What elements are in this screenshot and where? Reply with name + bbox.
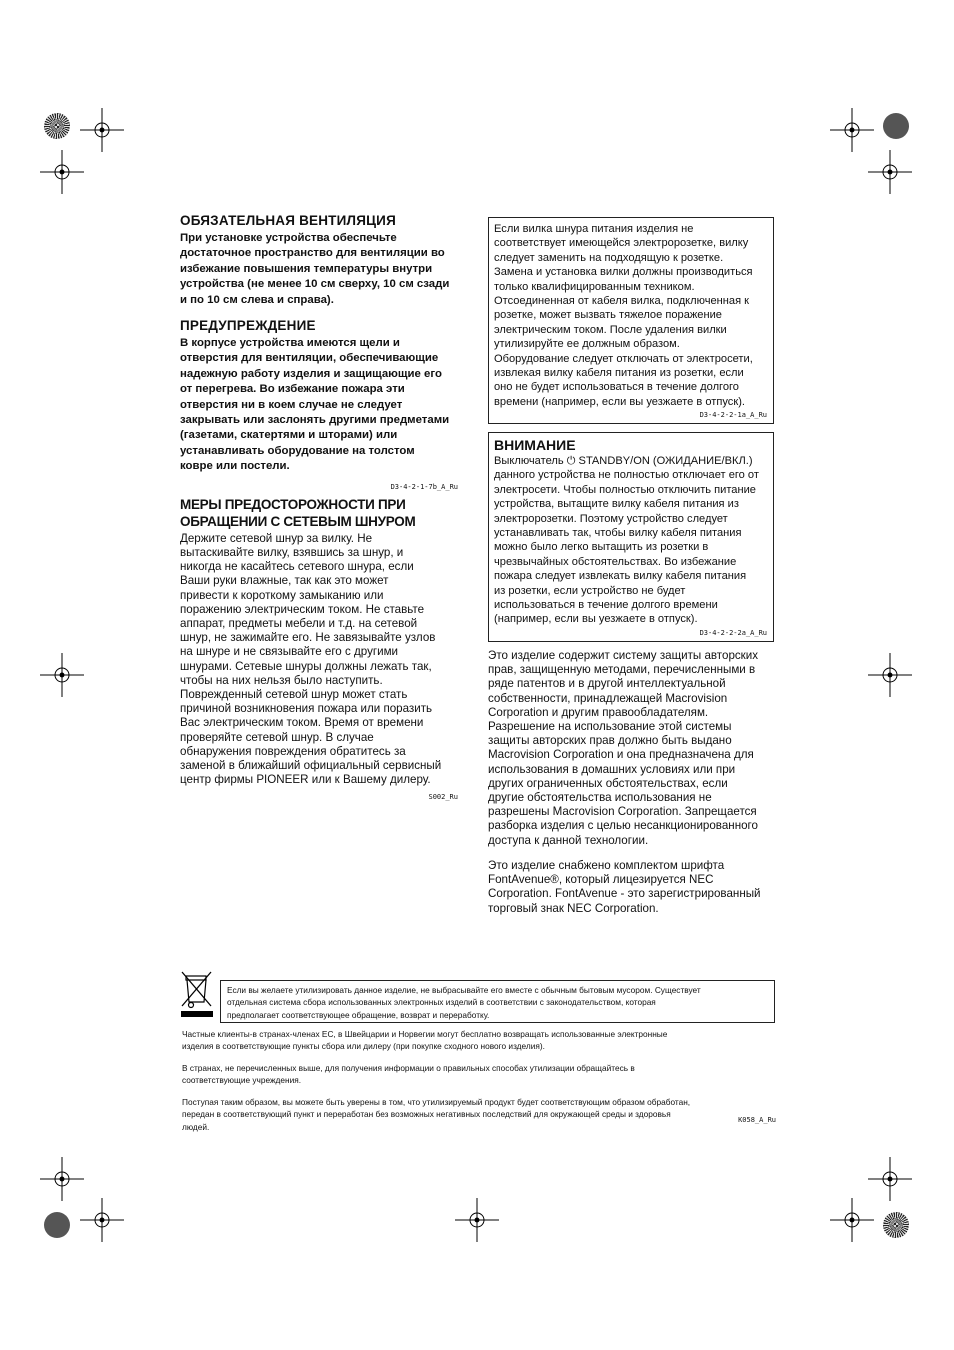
registration-cross-icon xyxy=(868,1157,912,1201)
text-line: Отсоединенная от кабеля вилка, подключенная к xyxy=(494,295,750,308)
text-line: устанавливать оборудование на толстом xyxy=(180,444,415,457)
text-line: от перегрева. Во избежание пожара эти xyxy=(180,383,405,396)
text-line: электросети. Чтобы полностью отключить питание xyxy=(494,483,756,496)
caution-box xyxy=(488,432,774,642)
text-line: и по 10 см слева и справа). xyxy=(180,293,334,306)
registration-cross-icon xyxy=(40,1157,84,1201)
text-line: предполагает соответствующее обращение, возврат и переработку. xyxy=(227,1009,490,1020)
text-line: из розетки, если устройство не будет xyxy=(494,584,686,597)
text-line: людей. xyxy=(182,1121,210,1132)
text-line: Поврежденный сетевой шнур может стать xyxy=(180,687,408,701)
color-disc-icon xyxy=(883,113,909,139)
font-notice xyxy=(488,859,776,916)
text-line: аппарат, предметы мебели и т.д. на сетевой xyxy=(180,616,418,630)
text-line: привести к короткому замыканию или xyxy=(180,588,384,602)
text-line: шнурами. Сетевые шнуры должны лежать так, xyxy=(180,659,432,673)
left-column xyxy=(180,213,470,807)
disposal-paragraph xyxy=(182,1096,776,1133)
text-line: Если вы желаете утилизировать данное изделие, не выбрасывайте его вместе с обычным бытовым мусором. Существует xyxy=(227,985,701,995)
disposal-paragraph xyxy=(182,1028,776,1053)
text-line: причиной возникновения пожара или поразить xyxy=(180,702,433,716)
text-line: заменой в ближайший официальный сервисный xyxy=(180,758,442,772)
text-line: Ваши руки влажные, так как это может xyxy=(180,574,389,588)
warning-text xyxy=(180,336,470,475)
text-line: данного устройства не полностью отключает его от xyxy=(494,469,759,482)
text-line: никогда не касайтесь сетевого шнура, если xyxy=(180,560,414,574)
text-line: прав, защищенную методами, перечисленными в xyxy=(488,663,756,677)
text-line: избежание повышения температуры внутри xyxy=(180,262,433,275)
text-line: Поступая таким образом, вы можете быть уверены в том, что утилизируемый продукт будет соответствующим образом обработан, xyxy=(182,1097,691,1107)
text-line: Это изделие содержит систему защиты авторских xyxy=(488,649,759,662)
crossed-wheelie-bin-icon xyxy=(180,970,214,1020)
text-line: Держите сетевой шнур за вилку. Не xyxy=(180,531,373,545)
text-line: следует заменить на подходящую к розетке. xyxy=(494,251,724,264)
text-line: шнур, не зажимайте его. Не завязывайте узлов xyxy=(180,631,436,645)
text-line: В корпусе устройства имеются щели и xyxy=(180,337,400,350)
text-line: розетке, может вызвать тяжелое поражение xyxy=(494,309,722,322)
registration-cross-icon xyxy=(830,108,874,152)
color-disc-icon xyxy=(44,113,70,139)
text-line: защиты авторских прав должно быть выдано xyxy=(488,734,732,748)
cord-title-line-2: ОБРАЩЕНИИ С СЕТЕВЫМ ШНУРОМ xyxy=(180,514,416,530)
document-code: D3-4-2-2-1a_A_Ru xyxy=(699,411,767,420)
text-line: извлекая вилку кабеля питания из розетки, если xyxy=(494,367,744,380)
ventilation-title: ОБЯЗАТЕЛЬНАЯ ВЕНТИЛЯЦИЯ xyxy=(180,213,396,228)
text-line: Замена и установка вилки должны производиться xyxy=(494,266,753,279)
registration-cross-icon xyxy=(868,150,912,194)
document-code: S002_Ru xyxy=(428,793,458,802)
text-line: других ограниченных обстоятельствах, если xyxy=(488,776,728,790)
registration-cross-icon xyxy=(455,1198,499,1242)
text-line: Частные клиенты-в странах-членах ЕС, в Швейцарии и Норвегии могут бесплатно возвращать использованные электронные xyxy=(182,1029,668,1039)
registration-cross-icon xyxy=(830,1198,874,1242)
text-line: утилизируйте ее должным образом. xyxy=(494,338,680,351)
ventilation-text xyxy=(180,231,470,308)
disposal-paragraph xyxy=(182,1062,776,1087)
text-line: поражению электрическим током. Не ставьте xyxy=(180,602,425,616)
registration-cross-icon xyxy=(40,150,84,194)
text-line: доступа к данной технологии. xyxy=(488,833,649,847)
text-line: времени (например, если вы уезжаете в отпуск). xyxy=(494,395,745,408)
registration-cross-icon xyxy=(40,653,84,697)
text-line: Если вилка шнура питания изделия не xyxy=(494,223,694,235)
text-line: отверстия для вентиляции, обеспечивающие xyxy=(180,352,439,365)
document-code: K058_A_Ru xyxy=(738,1116,776,1124)
text-line: В странах, не перечисленных выше, для получения информации о правильных способах утилизации обращайтесь в xyxy=(182,1063,635,1073)
text-line: ковре или постели. xyxy=(180,460,290,473)
text-line: FontAvenue®, который лицезируется NEC xyxy=(488,873,714,887)
document-code: D3-4-2-2-2a_A_Ru xyxy=(699,628,767,637)
text-line: электрическим током. После удаления вилки xyxy=(494,323,727,336)
text-line: передан в соответствующий пункт и переработан без возможных негативных последствий для окружающей среды и здоровья xyxy=(182,1109,671,1120)
text-line: изделия в соответствующие пункты сбора или дилеру (при покупке сходного нового изделия). xyxy=(182,1041,545,1052)
text-line: Выключатель ⏻ STANDBY/ON (ОЖИДАНИЕ/ВКЛ.) xyxy=(494,455,753,467)
text-line: центр фирмы PIONEER или к Вашему дилеру. xyxy=(180,773,431,787)
macrovision-notice xyxy=(488,649,776,848)
text-line: чрезвычайных обстоятельствах. Во избежание xyxy=(494,555,737,568)
cord-text xyxy=(180,532,470,788)
text-line: Corporation и другим правообладателям. xyxy=(488,705,709,719)
text-line: (газетами, скатертями и шторами) или xyxy=(180,429,398,442)
color-disc-icon xyxy=(883,1212,909,1238)
text-line: закрывать или заслонять другими предметами xyxy=(180,414,450,427)
text-line: надежную работу изделия и защищающие его xyxy=(180,367,442,380)
text-line: достаточное пространство для вентиляции во xyxy=(180,247,445,260)
text-line: оно не будет использоваться в течение долгого xyxy=(494,381,739,394)
text-line: Оборудование следует отключать от электросети, xyxy=(494,352,753,365)
text-line: Разрешение на использование этой системы xyxy=(488,720,732,734)
text-line: устройства (не менее 10 см сверху, 10 см сзади xyxy=(180,278,450,291)
cord-title-line-1: МЕРЫ ПРЕДОСТОРОЖНОСТИ ПРИ xyxy=(180,496,406,512)
text-line: пожара следует извлекать вилку кабеля питания xyxy=(494,570,747,583)
text-line: проверяйте сетевой шнур. В случае xyxy=(180,730,374,744)
color-disc-icon xyxy=(44,1212,70,1238)
text-line: соответствующие учреждения. xyxy=(182,1075,301,1086)
registration-cross-icon xyxy=(868,653,912,697)
text-line: соответствует имеющейся электророзетке, вилку xyxy=(494,237,749,250)
text-line: разборка изделия с целью несанкционированного xyxy=(488,819,758,833)
registration-cross-icon xyxy=(80,108,124,152)
warning-title: ПРЕДУПРЕЖДЕНИЕ xyxy=(180,318,316,334)
text-line: электророзетки. Поэтому устройство следует xyxy=(494,512,728,525)
text-line: чтобы на них нельзя было наступить. xyxy=(180,673,383,687)
text-line: Это изделие снабжено комплектом шрифта xyxy=(488,859,725,872)
text-line: торговый знак NEC Corporation. xyxy=(488,901,659,915)
text-line: использования в домашних условиях или при xyxy=(488,762,736,776)
text-line: только квалифицированным техником. xyxy=(494,280,695,293)
text-line: отдельная система сбора использованных электронных изделий в соответствии с законодательством, которая xyxy=(227,997,656,1008)
text-line: ряде патентов и в другой интеллектуальной xyxy=(488,677,726,691)
text-line: (например, если вы уезжаете в отпуск). xyxy=(494,613,698,626)
text-line: использоваться в течение долгого времени xyxy=(494,599,718,612)
text-line: устройства, вытащите вилку кабеля питания из xyxy=(494,498,739,511)
text-line: Corporation. FontAvenue - это зарегистрированный xyxy=(488,887,761,901)
text-line: можно было легко вытащить из розетки в xyxy=(494,541,709,554)
registration-cross-icon xyxy=(80,1198,124,1242)
text-line: обнаружения повреждения обратитесь за xyxy=(180,744,406,758)
text-line: отверстия ни в коем случае не следует xyxy=(180,398,403,411)
text-line: Macrovision Corporation и она предназначена для xyxy=(488,748,754,762)
text-line: разрешены Macrovision Corporation. Запрещается xyxy=(488,805,757,819)
document-code: D3-4-2-1-7b_A_Ru xyxy=(390,482,458,491)
text-line: на шнуре и не связывайте его с другими xyxy=(180,645,399,659)
text-line: вытаскивайте вилку, взявшись за шнур, и xyxy=(180,545,404,559)
caution-title: ВНИМАНИЕ xyxy=(494,437,576,453)
plug-warning-box xyxy=(488,217,774,424)
text-line: Вас электрическим током. Время от времени xyxy=(180,716,424,730)
text-line: другие обстоятельства использования не xyxy=(488,791,712,805)
text-line: При установке устройства обеспечьте xyxy=(180,232,397,244)
disposal-box xyxy=(220,980,775,1023)
text-line: собственности, принадлежащей Macrovision xyxy=(488,691,728,705)
text-line: устанавливать так, чтобы вилку кабеля питания xyxy=(494,527,742,540)
